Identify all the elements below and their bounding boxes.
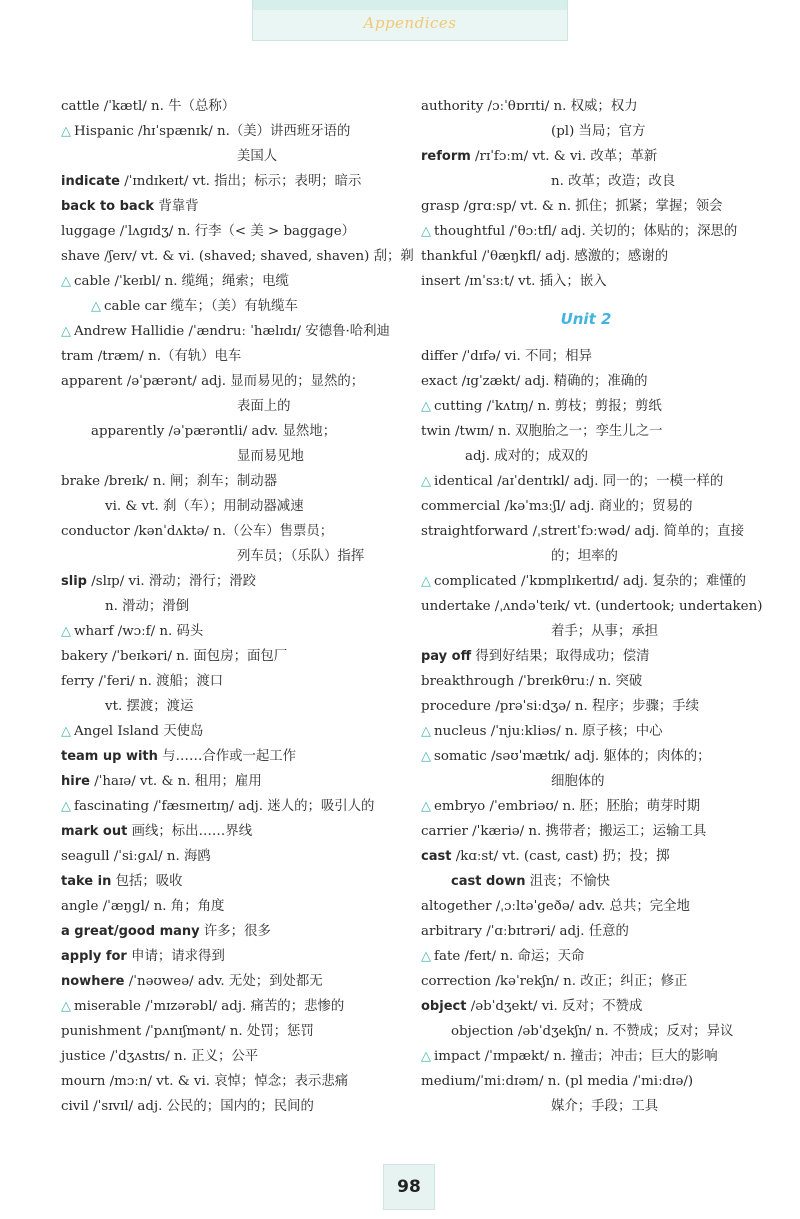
entry-text: punishment /ˈpʌnɪʃmənt/ n. 处罚；惩罚 xyxy=(61,1024,314,1039)
vocab-entry xyxy=(61,269,411,294)
entry-text: 包括；吸收 xyxy=(111,874,183,889)
vocab-entry xyxy=(421,669,781,694)
vocab-entry xyxy=(61,569,411,594)
triangle-marker-icon: △ xyxy=(421,399,431,414)
entry-text: wharf /wɔːf/ n. 码头 xyxy=(74,624,204,639)
vocab-entry xyxy=(61,1069,411,1094)
entry-text: cable /ˈkeɪbl/ n. 缆绳；绳索；电缆 xyxy=(74,274,289,289)
entry-headword: apply for xyxy=(61,949,127,964)
vocab-entry xyxy=(421,894,781,919)
header-tab xyxy=(252,0,568,41)
entry-text: Andrew Hallidie /ˈændruː ˈhælɪdɪ/ 安德鲁·哈利迪 xyxy=(74,324,390,339)
entry-text: 画线；标出……界线 xyxy=(127,824,253,839)
vocab-entry xyxy=(61,119,411,144)
vocab-entry xyxy=(421,569,781,594)
vocab-entry xyxy=(421,644,781,669)
unit-heading: Unit 2 xyxy=(560,310,612,328)
vocab-entry xyxy=(421,869,781,894)
triangle-marker-icon: △ xyxy=(421,724,431,739)
vocab-entry xyxy=(61,694,411,719)
entry-text: 表面上的 xyxy=(237,399,291,414)
vocab-entry xyxy=(421,119,781,144)
vocab-entry xyxy=(61,344,411,369)
entry-text: thankful /ˈθæŋkfl/ adj. 感激的；感谢的 xyxy=(421,249,669,264)
vocab-entry xyxy=(61,919,411,944)
entry-text: impact /ˈɪmpækt/ n. 撞击；冲击；巨大的影响 xyxy=(434,1049,718,1064)
vocab-entry xyxy=(421,944,781,969)
entry-text: /kɑːst/ vt. (cast, cast) 扔；投；掷 xyxy=(451,849,670,864)
vocab-entry xyxy=(421,919,781,944)
entry-headword: nowhere xyxy=(61,974,125,989)
vocab-entry xyxy=(421,594,781,619)
vocab-entry xyxy=(421,519,781,544)
vocab-entry xyxy=(421,469,781,494)
triangle-marker-icon: △ xyxy=(61,624,71,639)
vocab-entry xyxy=(421,694,781,719)
triangle-marker-icon: △ xyxy=(91,299,101,314)
vocab-entry xyxy=(421,969,781,994)
vocab-entry xyxy=(421,1044,781,1069)
entry-text: commercial /kəˈmɜːʃl/ adj. 商业的；贸易的 xyxy=(421,499,693,514)
entry-text: 得到好结果；取得成功；偿清 xyxy=(471,649,650,664)
entry-text: cable car 缆车；（美）有轨缆车 xyxy=(104,299,298,314)
vocab-entry xyxy=(421,219,781,244)
vocab-entry xyxy=(421,244,781,269)
entry-text: exact /ɪgˈzækt/ adj. 精确的；准确的 xyxy=(421,374,648,389)
entry-text: apparent /əˈpærənt/ adj. 显而易见的；显然的； xyxy=(61,374,365,389)
triangle-marker-icon: △ xyxy=(421,474,431,489)
vocab-entry xyxy=(61,369,411,394)
vocab-entry xyxy=(61,394,411,419)
triangle-marker-icon: △ xyxy=(421,749,431,764)
vocab-entry xyxy=(61,469,411,494)
vocab-entry xyxy=(61,869,411,894)
entry-text: adj. 成对的；成双的 xyxy=(465,449,588,464)
entry-text: grasp /grɑːsp/ vt. & n. 抓住；抓紧；掌握；领会 xyxy=(421,199,723,214)
entry-text: objection /əbˈdʒekʃn/ n. 不赞成；反对；异议 xyxy=(451,1024,734,1039)
vocab-entry xyxy=(61,319,411,344)
entry-text: conductor /kənˈdʌktə/ n.（公车）售票员； xyxy=(61,524,334,539)
entry-text: medium/ˈmiːdɪəm/ n. (pl media /ˈmiːdɪə/) xyxy=(421,1074,694,1089)
entry-text: 许多；很多 xyxy=(199,924,271,939)
header-bar xyxy=(253,0,567,10)
entry-text: 媒介；手段；工具 xyxy=(551,1099,659,1114)
entry-text: tram /træm/ n.（有轨）电车 xyxy=(61,349,242,364)
vocab-entry xyxy=(61,769,411,794)
vocab-entry xyxy=(61,94,411,119)
triangle-marker-icon: △ xyxy=(61,274,71,289)
entry-headword: team up with xyxy=(61,749,158,764)
vocab-entry xyxy=(61,169,411,194)
entry-text: /ˈnəʊweə/ adv. 无处；到处都无 xyxy=(124,974,323,989)
entry-text: 美国人 xyxy=(237,149,278,164)
right-column-top xyxy=(421,94,781,294)
vocab-entry xyxy=(61,419,411,444)
vocab-entry xyxy=(61,819,411,844)
vocab-entry xyxy=(421,194,781,219)
entry-text: brake /breɪk/ n. 闸；刹车；制动器 xyxy=(61,474,278,489)
vocab-entry xyxy=(421,419,781,444)
vocab-entry xyxy=(421,94,781,119)
vocab-entry xyxy=(421,169,781,194)
entry-text: Angel Island 天使岛 xyxy=(74,724,204,739)
triangle-marker-icon: △ xyxy=(61,724,71,739)
vocab-entry xyxy=(61,519,411,544)
entry-text: authority /ɔːˈθɒrɪti/ n. 权威；权力 xyxy=(421,99,638,114)
entry-headword: mark out xyxy=(61,824,128,839)
vocab-entry xyxy=(61,719,411,744)
vocab-entry xyxy=(421,1069,781,1094)
entry-text: 与……合作或一起工作 xyxy=(157,749,297,764)
entry-text: thoughtful /ˈθɔːtfl/ adj. 关切的；体贴的；深思的 xyxy=(434,224,738,239)
entry-text: 沮丧；不愉快 xyxy=(525,874,611,889)
vocab-entry xyxy=(421,719,781,744)
vocab-entry xyxy=(61,644,411,669)
entry-headword: back to back xyxy=(61,199,155,214)
entry-headword: cast down xyxy=(451,874,526,889)
vocab-entry xyxy=(421,344,781,369)
vocab-entry xyxy=(61,894,411,919)
vocab-entry xyxy=(421,994,781,1019)
entry-headword: reform xyxy=(421,149,471,164)
entry-headword: indicate xyxy=(61,174,120,189)
entry-text: procedure /prəˈsiːdʒə/ n. 程序；步骤；手续 xyxy=(421,699,700,714)
entry-text: 显而易见地 xyxy=(237,449,304,464)
vocab-entry xyxy=(61,594,411,619)
entry-text: altogether /ˌɔːltəˈgeðə/ adv. 总共；完全地 xyxy=(421,899,690,914)
vocab-entry xyxy=(61,969,411,994)
vocab-entry xyxy=(421,144,781,169)
vocab-entry xyxy=(61,144,411,169)
entry-text: /ˈhaɪə/ vt. & n. 租用；雇用 xyxy=(89,774,262,789)
entry-text: cattle /ˈkætl/ n. 牛（总称） xyxy=(61,99,236,114)
entry-text: insert /ɪnˈsɜːt/ vt. 插入；嵌入 xyxy=(421,274,607,289)
entry-text: bakery /ˈbeɪkəri/ n. 面包房；面包厂 xyxy=(61,649,288,664)
entry-headword: slip xyxy=(61,574,87,589)
page-number-box xyxy=(383,1164,435,1210)
vocab-entry xyxy=(61,194,411,219)
vocab-entry xyxy=(61,219,411,244)
entry-text: /slɪp/ vi. 滑动；滑行；滑跤 xyxy=(86,574,256,589)
vocab-entry xyxy=(61,844,411,869)
triangle-marker-icon: △ xyxy=(61,999,71,1014)
triangle-marker-icon: △ xyxy=(421,799,431,814)
vocab-entry xyxy=(421,769,781,794)
entry-text: ferry /ˈferi/ n. 渡船；渡口 xyxy=(61,674,224,689)
entry-headword: take in xyxy=(61,874,112,889)
entry-text: breakthrough /ˈbreɪkθruː/ n. 突破 xyxy=(421,674,643,689)
entry-text: 着手；从事；承担 xyxy=(551,624,659,639)
entry-headword: object xyxy=(421,999,467,1014)
entry-text: civil /ˈsɪvɪl/ adj. 公民的；国内的；民间的 xyxy=(61,1099,314,1114)
triangle-marker-icon: △ xyxy=(421,949,431,964)
entry-text: /əbˈdʒekt/ vi. 反对；不赞成 xyxy=(466,999,643,1014)
entry-text: correction /kəˈrekʃn/ n. 改正；纠正；修正 xyxy=(421,974,688,989)
vocab-entry xyxy=(61,669,411,694)
vocab-entry xyxy=(61,619,411,644)
entry-text: cutting /ˈkʌtɪŋ/ n. 剪枝；剪报；剪纸 xyxy=(434,399,662,414)
entry-text: vt. 摆渡；渡运 xyxy=(105,699,194,714)
entry-text: n. 滑动；滑倒 xyxy=(105,599,190,614)
vocab-entry xyxy=(61,494,411,519)
entry-text: Hispanic /hɪˈspænɪk/ n.（美）讲西班牙语的 xyxy=(74,124,351,139)
vocab-entry xyxy=(61,1019,411,1044)
vocab-entry xyxy=(421,819,781,844)
entry-text: carrier /ˈkæriə/ n. 携带者；搬运工；运输工具 xyxy=(421,824,707,839)
vocab-entry xyxy=(61,744,411,769)
entry-text: embryo /ˈembriəʊ/ n. 胚；胚胎；萌芽时期 xyxy=(434,799,701,814)
entry-text: shave /ʃeɪv/ vt. & vi. (shaved; shaved, shaven) 刮；剃 xyxy=(61,249,414,264)
vocab-entry xyxy=(61,1044,411,1069)
triangle-marker-icon: △ xyxy=(421,1049,431,1064)
entry-text: nucleus /ˈnjuːkliəs/ n. 原子核；中心 xyxy=(434,724,663,739)
vocab-entry xyxy=(61,994,411,1019)
vocab-entry xyxy=(421,744,781,769)
vocab-entry xyxy=(421,844,781,869)
vocab-entry xyxy=(421,269,781,294)
triangle-marker-icon: △ xyxy=(61,124,71,139)
entry-text: seagull /ˈsiːgʌl/ n. 海鸥 xyxy=(61,849,211,864)
vocab-entry xyxy=(61,794,411,819)
triangle-marker-icon: △ xyxy=(61,324,71,339)
entry-headword: pay off xyxy=(421,649,472,664)
entry-headword: cast xyxy=(421,849,452,864)
vocab-entry xyxy=(61,544,411,569)
entry-text: apparently /əˈpærəntli/ adv. 显然地； xyxy=(91,424,337,439)
entry-text: twin /twɪn/ n. 双胞胎之一；孪生儿之一 xyxy=(421,424,663,439)
entry-text: n. 改革；改造；改良 xyxy=(551,174,676,189)
entry-headword: a great/good many xyxy=(61,924,200,939)
entry-text: 细胞体的 xyxy=(551,774,605,789)
entry-text: vi. & vt. 刹（车）；用制动器减速 xyxy=(105,499,304,514)
entry-text: /rɪˈfɔːm/ vt. & vi. 改革；革新 xyxy=(470,149,658,164)
entry-text: 背靠背 xyxy=(154,199,199,214)
entry-text: angle /ˈæŋgl/ n. 角；角度 xyxy=(61,899,225,914)
entry-headword: hire xyxy=(61,774,90,789)
entry-text: identical /aɪˈdentɪkl/ adj. 同一的；一模一样的 xyxy=(434,474,724,489)
entry-text: miserable /ˈmɪzərəbl/ adj. 痛苦的；悲惨的 xyxy=(74,999,345,1014)
triangle-marker-icon: △ xyxy=(421,224,431,239)
vocab-entry xyxy=(61,444,411,469)
entry-text: (pl) 当局；官方 xyxy=(551,124,646,139)
vocab-entry xyxy=(421,794,781,819)
right-column-bottom xyxy=(421,344,781,1119)
entry-text: /ˈɪndɪkeɪt/ vt. 指出；标示；表明；暗示 xyxy=(119,174,362,189)
triangle-marker-icon: △ xyxy=(421,574,431,589)
vocab-entry xyxy=(421,544,781,569)
entry-text: 的；坦率的 xyxy=(551,549,618,564)
entry-text: somatic /səʊˈmætɪk/ adj. 躯体的；肉体的； xyxy=(434,749,711,764)
entry-text: fascinating /ˈfæsɪneɪtɪŋ/ adj. 迷人的；吸引人的 xyxy=(74,799,375,814)
entry-text: complicated /ˈkɒmplɪkeɪtɪd/ adj. 复杂的；难懂的 xyxy=(434,574,747,589)
entry-text: arbitrary /ˈɑːbɪtrəri/ adj. 任意的 xyxy=(421,924,629,939)
vocab-entry xyxy=(421,619,781,644)
vocab-entry xyxy=(421,444,781,469)
vocab-entry xyxy=(61,244,414,269)
entry-text: luggage /ˈlʌgɪdʒ/ n. 行李（< 美 > baggage） xyxy=(61,224,356,239)
right-column xyxy=(421,94,781,1119)
vocab-entry xyxy=(61,294,411,319)
entry-text: 列车员；（乐队）指挥 xyxy=(237,549,365,564)
vocab-entry xyxy=(421,1019,781,1044)
section-title: Appendices xyxy=(363,14,457,32)
entry-text: straightforward /ˌstreɪtˈfɔːwəd/ adj. 简单的；直接 xyxy=(421,524,744,539)
vocab-entry xyxy=(421,1094,781,1119)
entry-text: justice /ˈdʒʌstɪs/ n. 正义；公平 xyxy=(61,1049,259,1064)
triangle-marker-icon: △ xyxy=(61,799,71,814)
entry-text: fate /feɪt/ n. 命运；天命 xyxy=(434,949,585,964)
page-number: 98 xyxy=(397,1177,421,1197)
left-column xyxy=(61,94,414,1119)
vocab-entry xyxy=(421,369,781,394)
vocab-entry xyxy=(61,1094,411,1119)
entry-text: undertake /ˌʌndəˈteɪk/ vt. (undertook; undertaken) xyxy=(421,599,763,614)
vocab-entry xyxy=(421,394,781,419)
entry-text: 申请；请求得到 xyxy=(126,949,225,964)
entry-text: differ /ˈdɪfə/ vi. 不同；相异 xyxy=(421,349,592,364)
entry-text: mourn /mɔːn/ vt. & vi. 哀悼；悼念；表示悲痛 xyxy=(61,1074,349,1089)
vocab-entry xyxy=(61,944,411,969)
vocab-entry xyxy=(421,494,781,519)
